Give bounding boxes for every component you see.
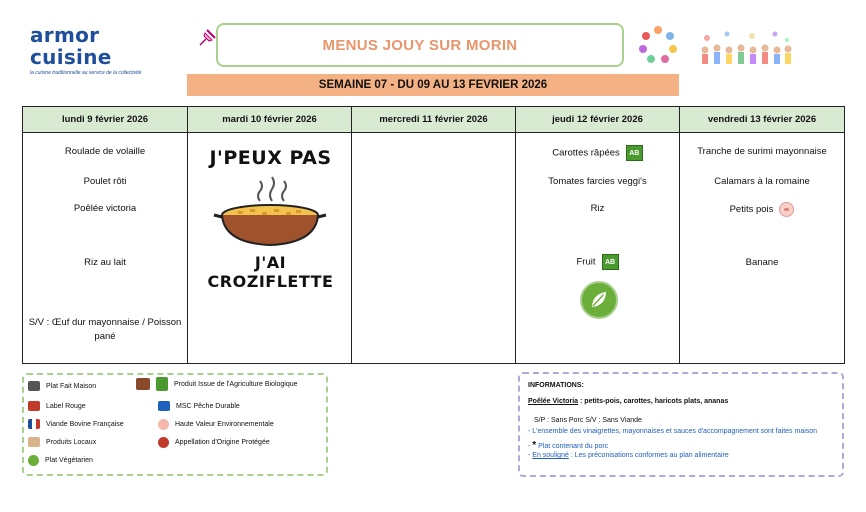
legend-label: Haute Valeur Environnementale: [175, 421, 274, 428]
label-rouge-icon: [28, 401, 40, 411]
organic-ab-icon: AB: [602, 254, 619, 270]
legend-item: [158, 401, 240, 411]
info-souligne-label: En souligné: [532, 452, 569, 459]
legend-label: Viande Bovine Française: [46, 420, 124, 428]
info-porc: [528, 440, 608, 451]
info-poelee-label: Poêlée Victoria: [528, 398, 579, 405]
info-souligne-prefix: -: [528, 452, 533, 459]
legend-label: MSC Pêche Durable: [176, 402, 240, 410]
info-porc-prefix: -: [528, 443, 533, 450]
pin-icon: [196, 27, 218, 49]
dish-starter: [516, 145, 679, 161]
children-circle-icon: [637, 24, 679, 66]
legend-box: [22, 373, 328, 476]
legend-label: Produits Locaux: [46, 438, 97, 446]
menu-table: [22, 106, 845, 364]
dish-main: Poulet rôti: [83, 176, 127, 187]
day-header-tuesday: mardi 10 février 2026: [188, 107, 352, 133]
information-box: [518, 372, 844, 477]
dish-side: Poêlée victoria: [73, 203, 137, 214]
dish-dessert: Riz au lait: [84, 257, 126, 268]
croziflette-illustration: [198, 147, 343, 291]
info-poelee-text: : petits-pois, carottes, haricots plats, ananas: [578, 398, 729, 405]
info-title: INFORMATIONS:: [528, 382, 584, 389]
info-porc-text: Plat contenant du porc: [536, 443, 609, 450]
art-line-1: J'PEUX PAS: [209, 147, 332, 169]
day-header-friday: vendredi 13 février 2026: [680, 107, 845, 133]
dish-side: Riz: [590, 203, 605, 214]
ab-icon: [156, 377, 168, 391]
legend-item: [28, 401, 86, 411]
dish-dessert-label: Fruit: [576, 256, 596, 268]
info-abbreviations: S/P : Sans Porc S/V : Sans Viande: [534, 417, 642, 424]
day-header-monday: lundi 9 février 2026: [23, 107, 188, 133]
pork-star-icon: *: [532, 440, 537, 451]
dish-alternative: S/V : Œuf dur mayonnaise / Poisson: [28, 317, 182, 328]
dish-dessert: Banane: [745, 257, 779, 268]
legend-item: [158, 437, 270, 448]
wednesday-cell: [352, 133, 516, 364]
thursday-cell: [516, 133, 680, 364]
legend-item: [158, 419, 274, 430]
legend-item: [28, 419, 124, 429]
info-souligne: [528, 452, 729, 459]
legend-label: Label Rouge: [46, 402, 86, 410]
brand-tagline: la cuisine traditionnelle au service de la collectivité: [30, 70, 142, 76]
brand-logo: [30, 24, 180, 76]
dish-starter: Roulade de volaille: [64, 146, 146, 157]
french-beef-icon: [28, 419, 40, 429]
menu-title-box: [216, 23, 624, 67]
chef-hat-icon: [136, 378, 150, 390]
info-vinaigrettes: - L'ensemble des vinaigrettes, mayonnaises et sauces d'accompagnement sont faites maison: [528, 428, 818, 435]
friday-cell: [680, 133, 845, 364]
children-group-icon: [697, 28, 793, 68]
legend-label: Plat Végétarien: [45, 457, 93, 464]
legend-label: Appellation d'Origine Protégée: [175, 439, 270, 446]
monday-cell: [23, 133, 188, 364]
week-banner: SEMAINE 07 - DU 09 AU 13 FEVRIER 2026: [187, 74, 679, 96]
vegetarian-icon: [28, 455, 39, 466]
dish-dessert: [516, 254, 679, 270]
local-products-icon: [28, 437, 40, 447]
legend-item: [136, 377, 298, 391]
page-title: MENUS JOUY SUR MORIN: [322, 36, 518, 54]
legend-label: Plat Fait Maison: [46, 382, 97, 390]
info-poelee: [528, 398, 728, 405]
legend-item: [28, 381, 96, 391]
day-header-thursday: jeudi 12 février 2026: [516, 107, 680, 133]
tuesday-cell: [188, 133, 352, 364]
legend-item: [28, 437, 96, 447]
vegetarian-leaf-icon: [580, 281, 618, 319]
dish-starter-label: Carottes râpées: [552, 147, 620, 159]
brand-name: armor cuisine: [30, 23, 112, 69]
dish-main: Calamars à la romaine: [714, 176, 810, 187]
legend-item: [28, 455, 93, 466]
hve-icon: [158, 419, 169, 430]
day-header-wednesday: mercredi 11 février 2026: [352, 107, 516, 133]
dish-starter: Tranche de surimi mayonnaise: [697, 146, 827, 157]
day-header-row: [23, 107, 845, 133]
legend-label: Produit Issue de l'Agriculture Biologique: [174, 380, 298, 388]
dish-side: [680, 202, 844, 217]
casserole-icon: [208, 175, 333, 253]
aop-icon: [158, 437, 169, 448]
organic-ab-icon: AB: [626, 145, 643, 161]
dish-side-label: Petits pois: [729, 204, 774, 216]
dish-main: Tomates farcies veggi's: [548, 176, 647, 187]
art-line-2: J'AI CROZIFLETTE: [207, 253, 334, 291]
info-souligne-text: : Les préconisations conformes au plan alimentaire: [568, 452, 729, 459]
msc-icon: [158, 401, 170, 411]
hve-icon: [779, 202, 794, 217]
home-made-icon: [28, 381, 40, 391]
dish-alternative-cont: pané: [94, 331, 116, 342]
